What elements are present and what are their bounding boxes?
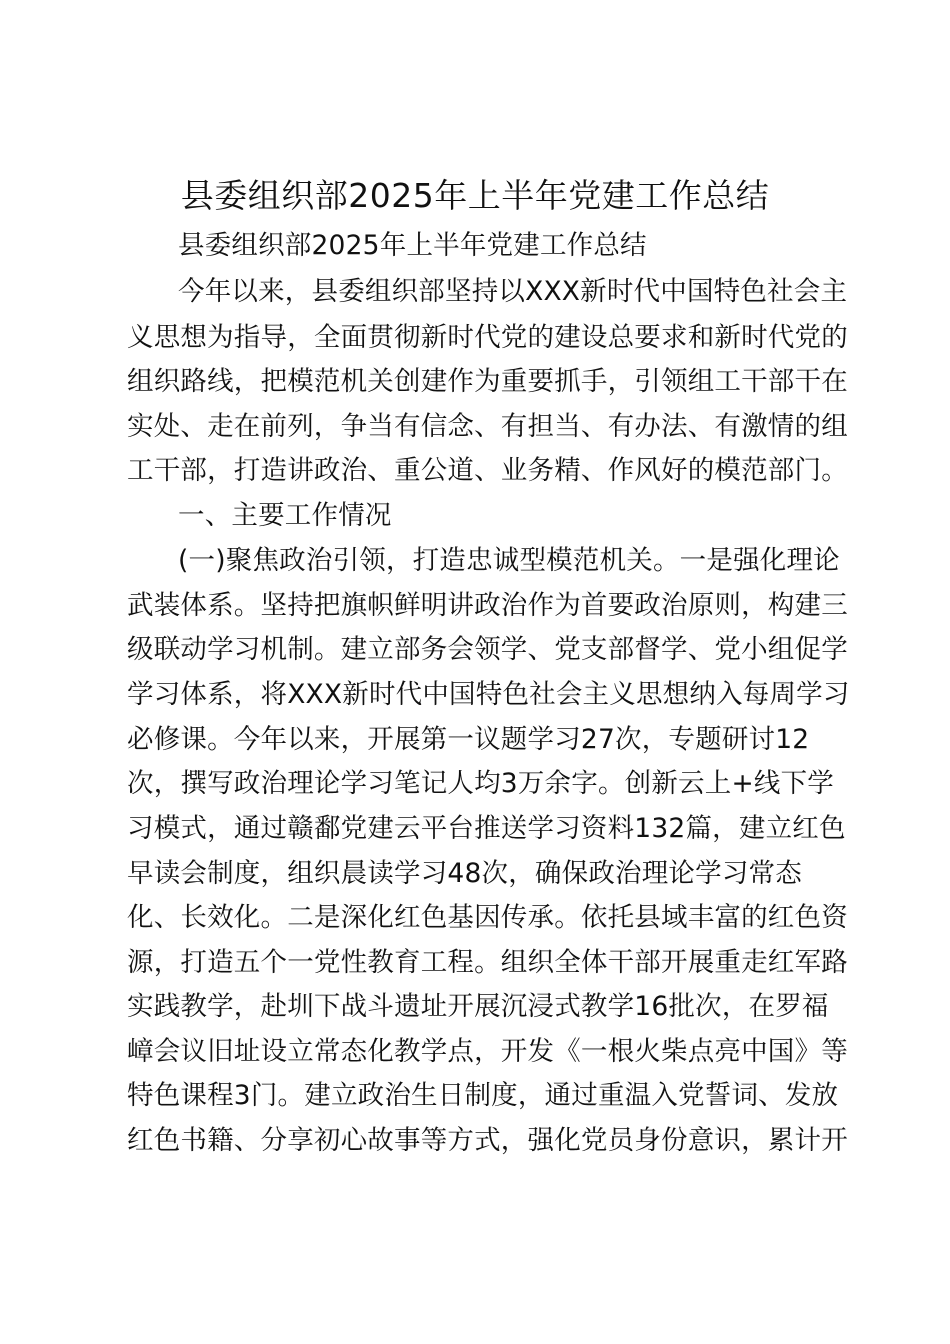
paragraph-line: 学习体系，将XXX新时代中国特色社会主义思想纳入每周学习 <box>127 679 850 710</box>
section-heading: 一、主要工作情况 <box>178 500 392 531</box>
paragraph-line: 必修课。今年以来，开展第一议题学习27次，专题研讨12 <box>127 724 810 755</box>
paragraph-line: 今年以来，县委组织部坚持以XXX新时代中国特色社会主 <box>178 276 848 307</box>
paragraph-line: 早读会制度，组织晨读学习48次，确保政治理论学习常态 <box>127 858 802 889</box>
paragraph-line: 实处、走在前列，争当有信念、有担当、有办法、有激情的组 <box>127 411 848 442</box>
paragraph-line: 红色书籍、分享初心故事等方式，强化党员身份意识，累计开 <box>127 1125 848 1156</box>
paragraph-line: 特色课程3门。建立政治生日制度，通过重温入党誓词、发放 <box>127 1080 839 1111</box>
subtitle-line: 县委组织部2025年上半年党建工作总结 <box>178 230 647 261</box>
paragraph-line: (一)聚焦政治引领，打造忠诚型模范机关。一是强化理论 <box>178 545 840 576</box>
paragraph-line: 嶂会议旧址设立常态化教学点，开发《一根火柴点亮中国》等 <box>127 1036 848 1067</box>
paragraph-line: 级联动学习机制。建立部务会领学、党支部督学、党小组促学 <box>127 634 848 665</box>
paragraph-line: 义思想为指导，全面贯彻新时代党的建设总要求和新时代党的 <box>127 322 848 353</box>
paragraph-line: 组织路线，把模范机关创建作为重要抓手，引领组工干部干在 <box>127 366 848 397</box>
paragraph-line: 次，撰写政治理论学习笔记人均3万余字。创新云上+线下学 <box>127 768 834 799</box>
document-title: 县委组织部2025年上半年党建工作总结 <box>180 176 770 215</box>
paragraph-line: 源，打造五个一党性教育工程。组织全体干部开展重走红军路 <box>127 947 848 978</box>
paragraph-line: 化、长效化。二是深化红色基因传承。依托县域丰富的红色资 <box>127 902 848 933</box>
paragraph-line: 实践教学，赴圳下战斗遗址开展沉浸式教学16批次，在罗福 <box>127 991 829 1022</box>
paragraph-line: 习模式，通过赣鄱党建云平台推送学习资料132篇，建立红色 <box>127 813 846 844</box>
paragraph-line: 工干部，打造讲政治、重公道、业务精、作风好的模范部门。 <box>127 455 848 486</box>
paragraph-line: 武装体系。坚持把旗帜鲜明讲政治作为首要政治原则，构建三 <box>127 590 848 621</box>
